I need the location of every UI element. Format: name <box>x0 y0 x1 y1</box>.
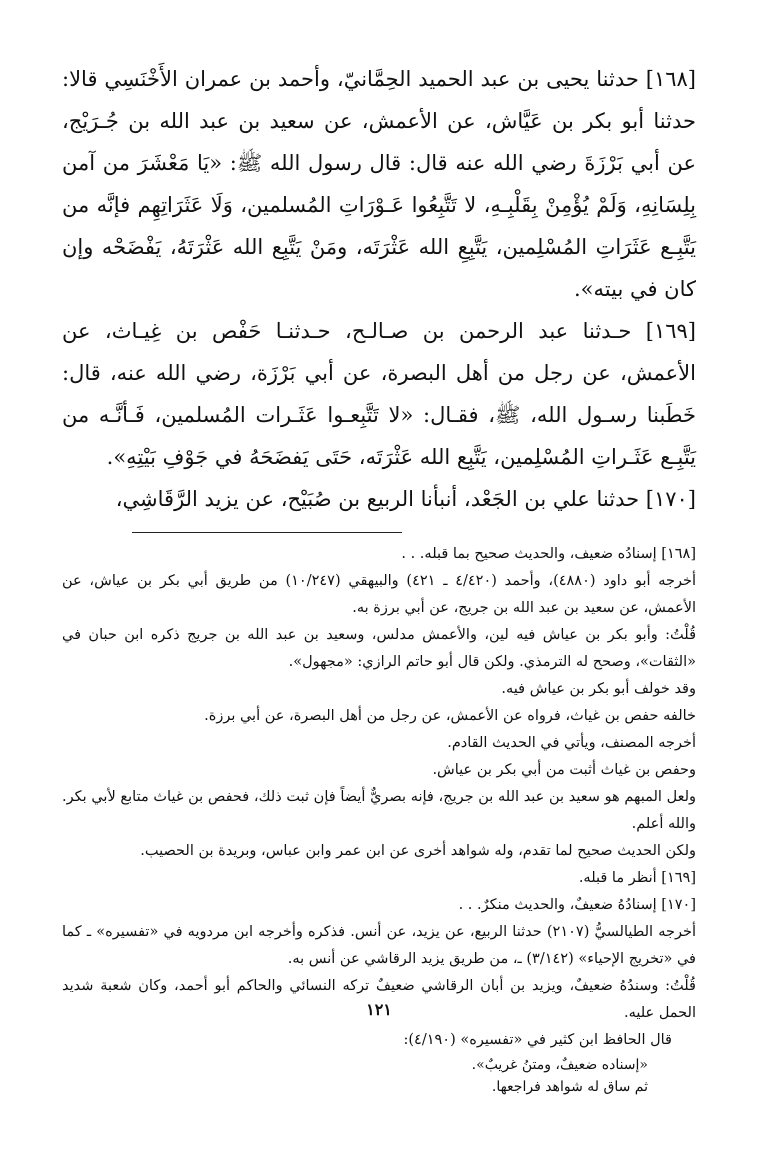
footnote-line: ولعل المبهم هو سعيد بن عبد الله بن جريج، فإنه بصريٌّ أيضاً فإن ثبت ذلك، فحفص بن غياث متابع لأبي بكر. والله أعلم. <box>62 789 696 832</box>
page-body <box>62 58 696 1098</box>
footnote-169-heading: [١٦٩] أنظر ما قبله. <box>578 870 696 886</box>
footnote-168-heading: [١٦٨] إسنادُه ضعيف، والحديث صحيح بما قبله. . . <box>401 546 696 562</box>
hadith-168: [١٦٨] حدثنا يحيى بن عبد الحميد الحِمَّانيّ، وأحمد بن عمران الأَخْنَسِي قالا: حدثنا أبو بكر بن عَيَّاش، عن الأعمش، عن سعيد بن عبد الله بن جُـرَيْج، عن أبي بَرْزَةَ رضي الله عنه قال: قال رسول الله ﷺ: «يَا مَعْشَرَ من آمن بِلِسَانِهِ، وَلَمْ يُؤْمِنْ بِقَلْبِـهِ، لا تَتَّبِعُوا عَـوْرَاتِ المُسلمين، وَلَا عَثَرَاتِهِم فإنَّه من يَتَّبِـع عَثَرَاتِ المُسْلِمين، يَتَّبِعِ الله عَثْرَتَه، ومَنْ يَتَّبِع الله عَثْرَتَهُ، يَفْضَحْه وإن كان في بيته». <box>62 67 696 301</box>
footnote-separator <box>132 532 402 533</box>
footnote-line: وقد خولف أبو بكر بن عياش فيه. <box>501 681 696 697</box>
footnote-line: قُلْتُ: وسندُهُ ضعيفٌ، ويزيد بن أبان الرقاشي ضعيفٌ تركه النسائي والحاكم أبو أحمد، وكان شعبة شديد الحمل عليه. <box>62 978 696 1021</box>
footnote-line: قُلْتُ: وأبو بكر بن عياش فيه لين، والأعمش مدلس، وسعيد بن عبد الله بن جريج ذكره ابن حبان في «الثقات»، وصحح له الترمذي. ولكن قال أبو حاتم الرازي: «مجهول». <box>62 627 696 670</box>
footnote-line: ولكن الحديث صحيح لما تقدم، وله شواهد أخرى عن ابن عمر وابن عباس، وبريدة بن الحصيب. <box>140 843 696 859</box>
page-number: ١٢١ <box>366 1000 392 1019</box>
footnote-170-heading: [١٧٠] إسنادُهُ ضعيفٌ، والحديث منكرٌ. . . <box>458 897 696 913</box>
footnote-line: قال الحافظ ابن كثير في «تفسيره» (٤/١٩٠): <box>403 1032 672 1048</box>
footnote-line: أخرجه الطيالسيُّ (٢١٠٧) حدثنا الربيع، عن يزيد، عن أنس. فذكره وأخرجه ابن مردويه في «تفسيره» ـ كما في «تخريج الإحياء» (٣/١٤٢) ـ، من طريق يزيد الرقاشي عن أنس به. <box>62 924 696 967</box>
footnote-line: وحفص بن غياث أثبت من أبي بكر بن عياش. <box>432 762 696 778</box>
footnote-line: ثم ساق له شواهد فراجعها. <box>491 1079 648 1095</box>
footnote-quote: «إسناده ضعيفٌ، ومتنُ غريبٌ». <box>471 1057 648 1073</box>
footnote-line: أخرجه المصنف، ويأتي في الحديث القادم. <box>447 735 696 751</box>
main-text <box>62 58 696 520</box>
hadith-170: [١٧٠] حدثنا علي بن الجَعْد، أنبأنا الربيع بن صُبَيْح، عن يزيد الرَّقَاشِي، <box>115 487 696 511</box>
hadith-169: [١٦٩] حـدثنا عبد الرحمن بن صـالـح، حـدثنـا حَفْص بن غِيـاث، عن الأعمش، عن رجل من أهل البصرة، عن أبي بَرْزَة، رضي الله عنه، قال: خَطَبنا رسـول الله، ﷺ، فقـال: «لا تَتَّبِعـوا عَثَـرات المُسلمين، فَـأنَّـه من يَتَّبِـع عَثَـراتِ المُسْلِمين، يَتَّبِع الله عَثْرَتَه، حَتَى يَفضَحَهُ في جَوْفِ بَيْتِهِ». <box>62 319 696 469</box>
footnote-line: أخرجه أبو داود (٤٨٨٠)، وأحمد (٤/٤٢٠ ـ ٤٢١) والبيهقي (١٠/٢٤٧) من طريق أبي بكر بن عياش، عن الأعمش، عن سعيد بن عبد الله بن جريج، عن أبي برزة به. <box>62 573 697 616</box>
footnote-line: خالفه حفص بن غياث، فرواه عن الأعمش، عن رجل من أهل البصرة، عن أبي برزة. <box>204 708 696 724</box>
